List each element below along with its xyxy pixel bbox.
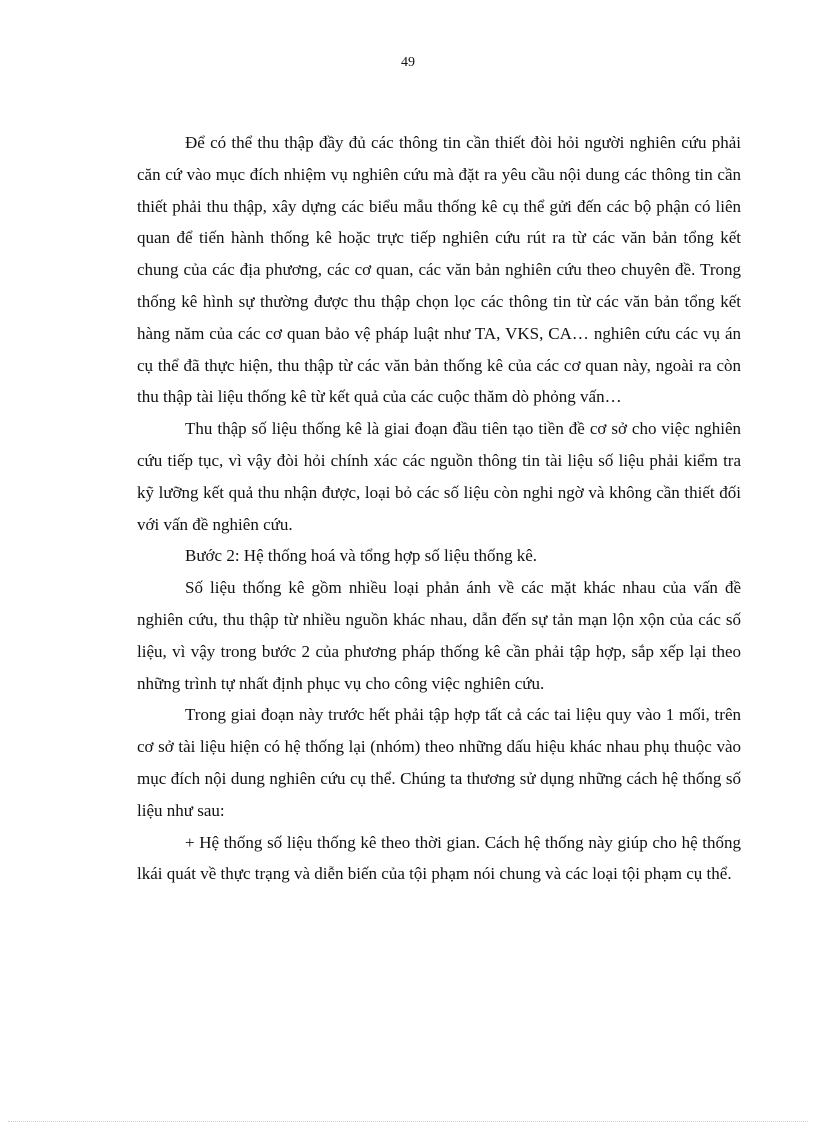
page-number: 49 (401, 55, 415, 70)
paragraph-data-accuracy: Thu thập số liệu thống kê là giai đoạn đầu tiên tạo tiền đề cơ sở cho việc nghiên cứu tiếp tục, vì vậy đòi hỏi chính xác các nguồn thông tin tài liệu số liệu phải kiểm tra kỹ lưỡng kết quả thu nhận được, loại bỏ các số liệu còn nghi ngờ và không cần thiết đối với vấn đề nghiên cứu. (137, 419, 741, 534)
document-body (137, 127, 741, 890)
paragraph-time-based-system: + Hệ thống số liệu thống kê theo thời gian. Cách hệ thống này giúp cho hệ thống lkái quát về thực trạng và diễn biến của tội phạm nói chung và các loại tội phạm cụ thể. (137, 832, 741, 884)
page-bottom-divider (8, 1121, 808, 1122)
paragraph-data-organization: Số liệu thống kê gồm nhiều loại phản ánh về các mặt khác nhau của vấn đề nghiên cứu, thu thập từ nhiều nguồn khác nhau, dẫn đến sự tản mạn lộn xộn của các số liệu, vì vậy trong bước 2 của phương pháp thống kê cần phải tập hợp, sắp xếp lại theo những trình tự nhất định phục vụ cho công việc nghiên cứu. (137, 578, 741, 693)
paragraph-step-2-heading: Bước 2: Hệ thống hoá và tổng hợp số liệu thống kê. (185, 546, 538, 566)
paragraph-grouping-methods: Trong giai đoạn này trước hết phải tập hợp tất cả các tai liệu quy vào 1 mối, trên cơ sở tài liệu hiện có hệ thống lại (nhóm) theo những dấu hiệu khác nhau phụ thuộc vào mục đích nội dung nghiên cứu cụ thể. Chúng ta thương sử dụng những cách hệ thống số liệu như sau: (137, 705, 741, 820)
paragraph-data-collection: Để có thể thu thập đầy đủ các thông tin cần thiết đòi hỏi người nghiên cứu phải căn cứ vào mục đích nhiệm vụ nghiên cứu mà đặt ra yêu cầu nội dung các thông tin cần thiết phải thu thập, xây dựng các biểu mẫu thống kê cụ thể gửi đến các bộ phận có liên quan để tiến hành thống kê hoặc trực tiếp nghiên cứu rút ra từ các văn bản tổng kết chung của các địa phương, các cơ quan, các văn bản nghiên cứu theo chuyên đề. Trong thống kê hình sự thường được thu thập chọn lọc các thông tin từ các văn bản tổng kết hàng năm của các cơ quan bảo vệ pháp luật như TA, VKS, CA… nghiên cứu các vụ án cụ thể đã thực hiện, thu thập từ các văn bản thống kê của các cơ quan này, ngoài ra còn thu thập tài liệu thống kê từ kết quả của các cuộc thăm dò phỏng vấn… (137, 133, 741, 407)
